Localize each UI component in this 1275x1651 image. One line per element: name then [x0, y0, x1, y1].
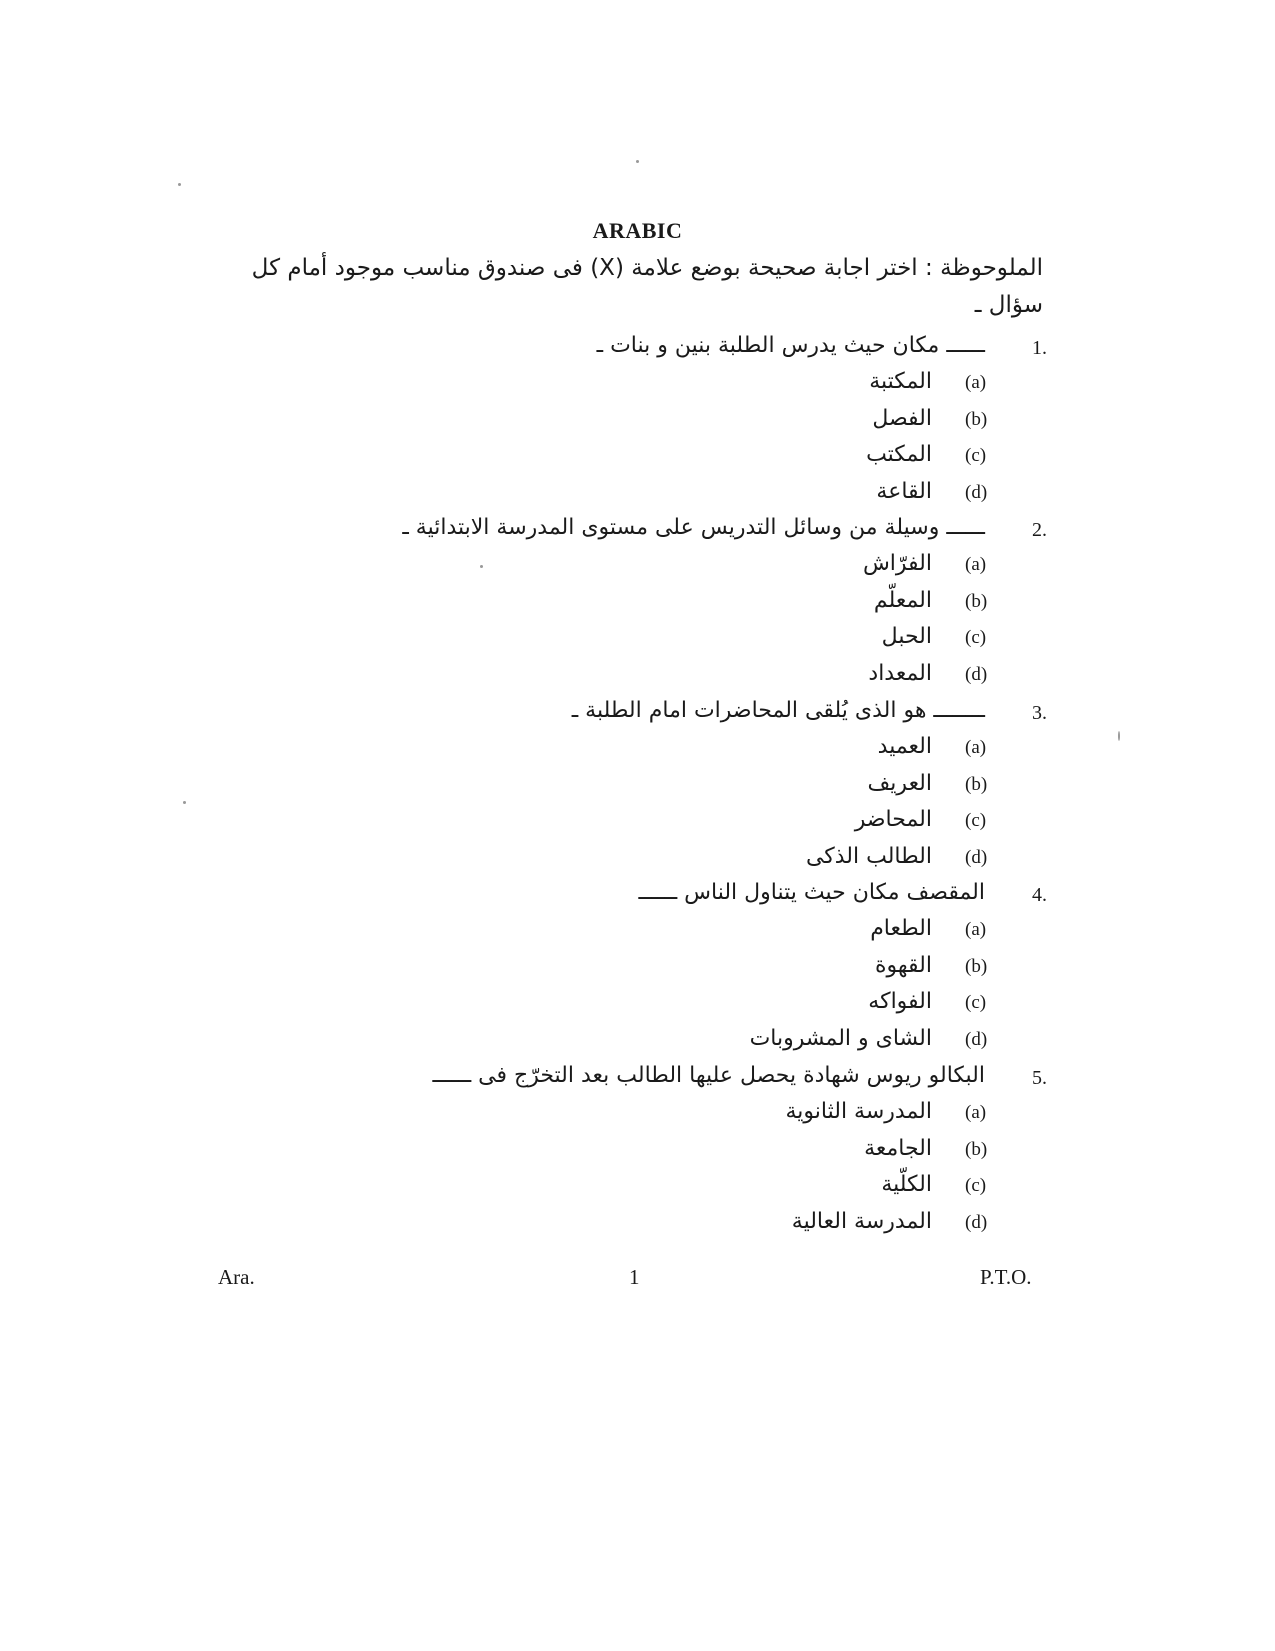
option-text: المدرسة العالية — [791, 1208, 932, 1234]
option-label: (b) — [965, 408, 988, 430]
question-number: 3. — [1032, 702, 1047, 724]
instruction-note: الملوحوظة : اختر اجابة صحيحة بوضع علامة (X) فى صندوق مناسب موجود أمام كل سؤال ـ — [251, 255, 1043, 318]
option-text: الطالب الذكى — [805, 843, 932, 869]
option-label: (c) — [965, 627, 987, 648]
answer-option — [0, 406, 1275, 440]
option-label: (c) — [965, 810, 987, 831]
option-text: العميد — [877, 734, 932, 759]
answer-option — [0, 588, 1275, 622]
scan-speck — [480, 565, 483, 568]
option-label: (b) — [965, 590, 988, 612]
option-text: المكتبة — [869, 369, 932, 394]
scan-speck — [178, 183, 181, 186]
option-label: (d) — [965, 481, 988, 503]
option-text: القاعة — [876, 478, 932, 504]
answer-option — [0, 844, 1275, 878]
option-label: (b) — [965, 955, 988, 977]
option-label: (a) — [965, 919, 987, 940]
question-3 — [0, 698, 1275, 734]
option-label: (d) — [965, 1211, 988, 1233]
footer-pto: P.T.O. — [980, 1265, 1032, 1289]
option-label: (a) — [965, 372, 987, 393]
option-text: العريف — [867, 770, 932, 796]
option-label: (a) — [965, 737, 987, 758]
question-text: ــــــ وسيلة من وسائل التدريس على مستوى المدرسة الابتدائية ـ — [402, 515, 985, 540]
option-label: (d) — [965, 846, 988, 868]
question-number: 1. — [1032, 337, 1047, 359]
question-text: المقصف مكان حيث يتناول الناس ــــــ — [638, 880, 985, 905]
answer-option — [0, 916, 1275, 950]
footer-subject-code: Ara. — [218, 1265, 255, 1289]
answer-option — [0, 479, 1275, 513]
question-text: ــــــــ هو الذى يُلقى المحاضرات امام الطلبة ـ — [571, 698, 985, 723]
answer-option — [0, 661, 1275, 695]
answer-option — [0, 953, 1275, 987]
answer-option — [0, 1209, 1275, 1243]
option-text: الفرّاش — [862, 551, 932, 576]
answer-option — [0, 1136, 1275, 1170]
option-label: (b) — [965, 1138, 988, 1160]
option-text: الطعام — [870, 916, 932, 941]
scan-speck — [183, 801, 186, 804]
footer-page-number: 1 — [629, 1265, 640, 1289]
answer-option — [0, 807, 1275, 841]
answer-option — [0, 1026, 1275, 1060]
page-title: ARABIC — [592, 218, 683, 243]
question-number: 5. — [1032, 1067, 1047, 1089]
option-label: (d) — [965, 663, 988, 685]
option-text: المعلّم — [873, 587, 932, 613]
question-number: 2. — [1032, 519, 1047, 541]
answer-option — [0, 1172, 1275, 1206]
question-number: 4. — [1032, 884, 1047, 906]
answer-option — [0, 1099, 1275, 1133]
option-text: الكلّية — [881, 1172, 932, 1197]
question-text: ــــــ مكان حيث يدرس الطلبة بنين و بنات ـ — [596, 333, 985, 358]
answer-option — [0, 989, 1275, 1023]
option-text: المكتب — [866, 442, 932, 467]
option-text: المعداد — [868, 660, 932, 686]
scan-speck — [1118, 731, 1120, 741]
answer-option — [0, 734, 1275, 768]
option-label: (d) — [965, 1028, 988, 1050]
option-label: (c) — [965, 1175, 987, 1196]
question-4 — [0, 880, 1275, 916]
option-text: الحبل — [881, 624, 932, 649]
option-text: الشاى و المشروبات — [749, 1025, 932, 1051]
question-5 — [0, 1063, 1275, 1099]
answer-option — [0, 551, 1275, 585]
option-text: المدرسة الثانوية — [785, 1099, 932, 1124]
option-label: (c) — [965, 445, 987, 466]
option-label: (b) — [965, 773, 988, 795]
option-text: الفصل — [872, 405, 932, 431]
option-label: (c) — [965, 992, 987, 1013]
option-text: الفواكه — [868, 989, 932, 1014]
option-label: (a) — [965, 554, 987, 575]
question-2 — [0, 515, 1275, 551]
option-text: المحاضر — [854, 807, 932, 832]
question-1 — [0, 333, 1275, 369]
answer-option — [0, 771, 1275, 805]
option-text: الجامعة — [864, 1135, 932, 1161]
answer-option — [0, 369, 1275, 403]
scan-speck — [636, 160, 639, 163]
option-label: (a) — [965, 1102, 987, 1123]
answer-option — [0, 442, 1275, 476]
answer-option — [0, 624, 1275, 658]
question-text: البكالو ريوس شهادة يحصل عليها الطالب بعد التخرّج فى ــــــ — [432, 1063, 985, 1088]
option-text: القهوة — [875, 952, 932, 978]
